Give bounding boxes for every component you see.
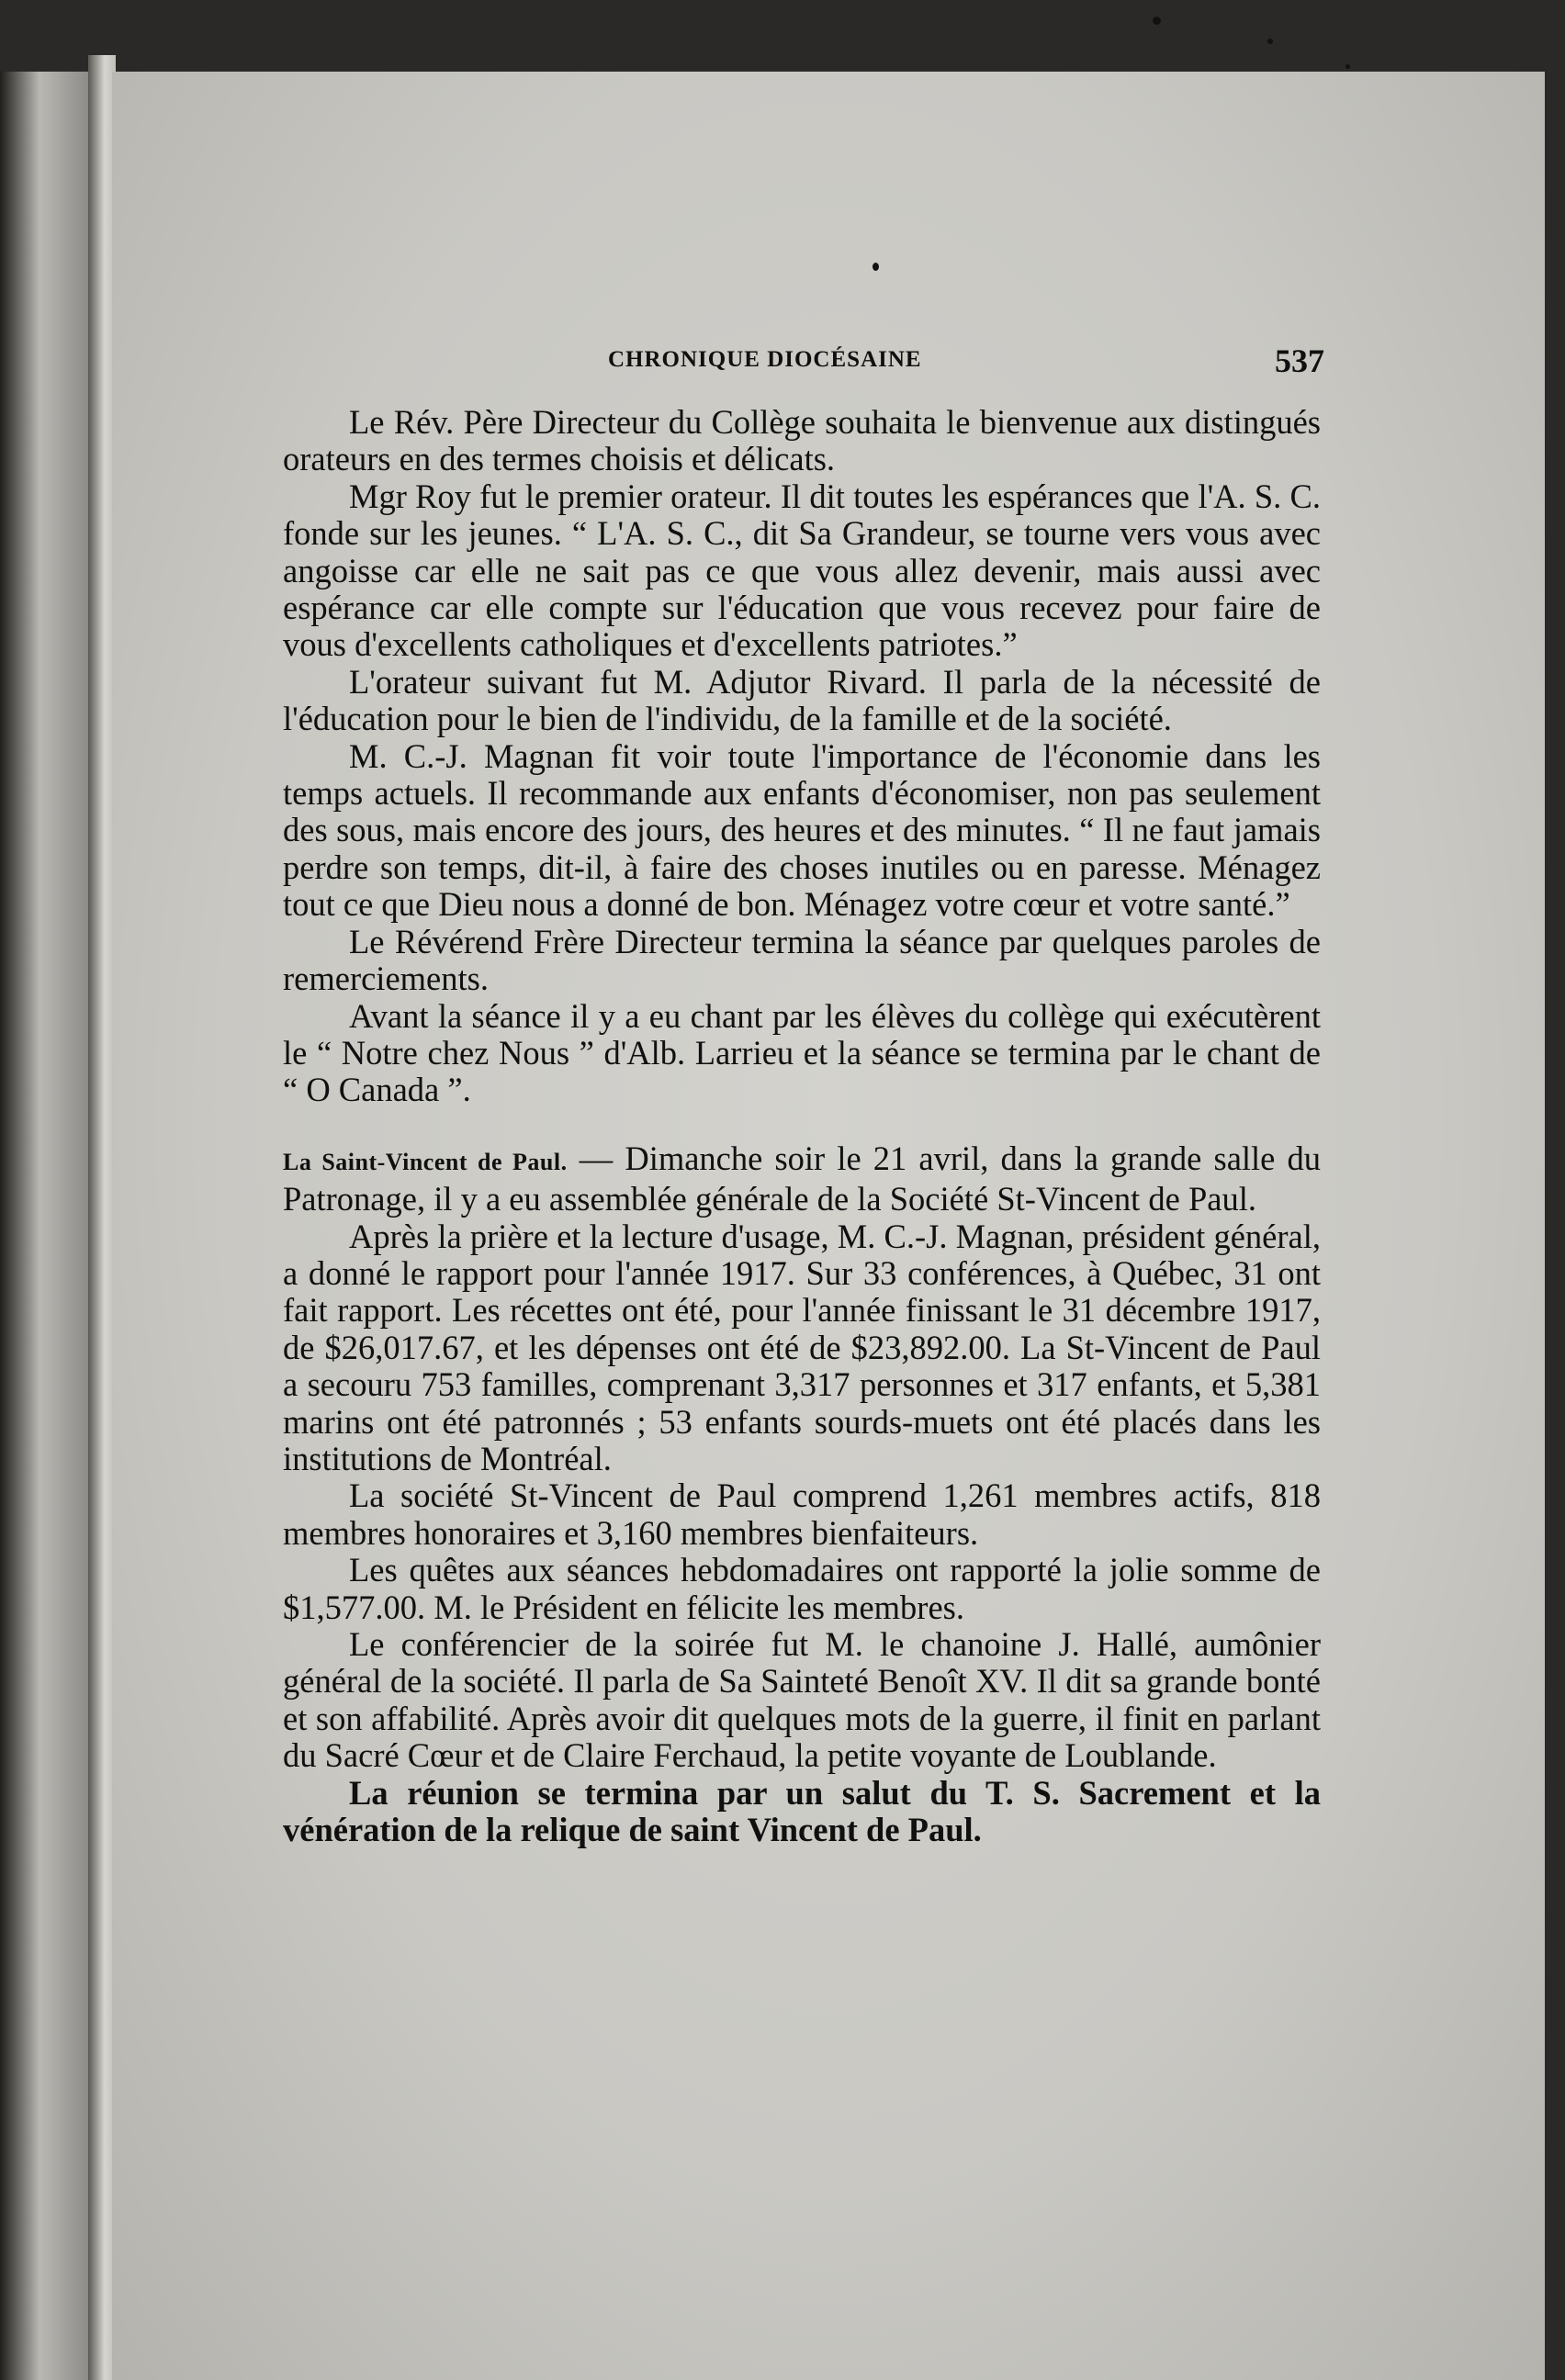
section-lead: — Dimanche soir le 21 avril, dans la grande salle du Patronage, il y a eu assemblée générale de la Société St-Vincent de Paul.: [283, 1139, 1321, 1218]
page-body: [283, 404, 1321, 1848]
paragraph: Avant la séance il y a eu chant par les élèves du collège qui exécutèrent le “ Notre chez Nous ” d'Alb. Larrieu et la séance se termina par le chant de “ O Canada ”.: [283, 996, 1321, 1109]
section-heading: La Saint-Vincent de Paul.: [283, 1148, 568, 1175]
running-title: CHRONIQUE DIOCÉSAINE: [608, 347, 922, 372]
paragraph: Après la prière et la lecture d'usage, M. C.-J. Magnan, président général, a donné le rapport pour l'année 1917. Sur 33 conférences, à Québec, 31 ont fait rapport. Les récettes ont été, pour l'année finissant le 31 décembre 1917, de $26,017.67, et les dépenses ont été de $23,892.00. La St-Vincent de Paul a secouru 753 familles, comprenant 3,317 personnes et 317 enfants, et 5,381 marins ont été patronnés ; 53 enfants sourds-muets ont été placés dans les institutions de Montréal.: [283, 1217, 1321, 1477]
paragraph: Le Rév. Père Directeur du Collège souhaita le bienvenue aux distingués orateurs en des termes choisis et délicats.: [283, 403, 1321, 478]
paragraph: M. C.-J. Magnan fit voir toute l'importance de l'économie dans les temps actuels. Il recommande aux enfants d'économiser, non pas seulement des sous, mais encore des jours, des heures et des minutes. “ Il ne faut jamais perdre son temps, dit-il, à faire des choses inutiles ou en paresse. Ménagez tout ce que Dieu nous a donné de bon. Ménagez votre cœur et votre santé.”: [283, 736, 1321, 924]
paragraph: Le Révérend Frère Directeur termina la séance par quelques paroles de remerciements.: [283, 922, 1321, 998]
paragraph: L'orateur suivant fut M. Adjutor Rivard. Il parla de la nécessité de l'éducation pour le bien de l'individu, de la famille et de la société.: [283, 662, 1321, 738]
section-opening-paragraph: [283, 1140, 1321, 1218]
paragraph: La société St-Vincent de Paul comprend 1,261 membres actifs, 818 membres honoraires et 3,160 membres bienfaiteurs.: [283, 1476, 1321, 1552]
scan-speck: [873, 263, 879, 271]
closing-paragraph: La réunion se termina par un salut du T. S. Sacrement et la vénération de la relique de saint Vincent de Paul.: [283, 1773, 1321, 1849]
paragraph: Le conférencier de la soirée fut M. le chanoine J. Hallé, aumônier général de la société. Il parla de Sa Sainteté Benoît XV. Il dit sa grande bonté et son affabilité. Après avoir dit quelques mots de la guerre, il finit en parlant du Sacré Cœur et de Claire Ferchaud, la petite voyante de Loublande.: [283, 1625, 1321, 1775]
previous-page-edge: [0, 72, 88, 2380]
scan-speck: [1267, 39, 1273, 44]
running-head: [0, 342, 1565, 384]
page-number: 537: [1275, 342, 1324, 379]
paragraph: Les quêtes aux séances hebdomadaires ont rapporté la jolie somme de $1,577.00. M. le Président en félicite les membres.: [283, 1551, 1321, 1626]
scan-speck: [1153, 17, 1161, 25]
paragraph: Mgr Roy fut le premier orateur. Il dit toutes les espérances que l'A. S. C. fonde sur les jeunes. “ L'A. S. C., dit Sa Grandeur, se tourne vers vous avec angoisse car elle ne sait pas ce que vous allez devenir, mais aussi avec espérance car elle compte sur l'éducation que vous recevez pour faire de vous d'excellents catholiques et d'excellents patriotes.”: [283, 477, 1321, 664]
scan-speck: [1345, 64, 1350, 69]
